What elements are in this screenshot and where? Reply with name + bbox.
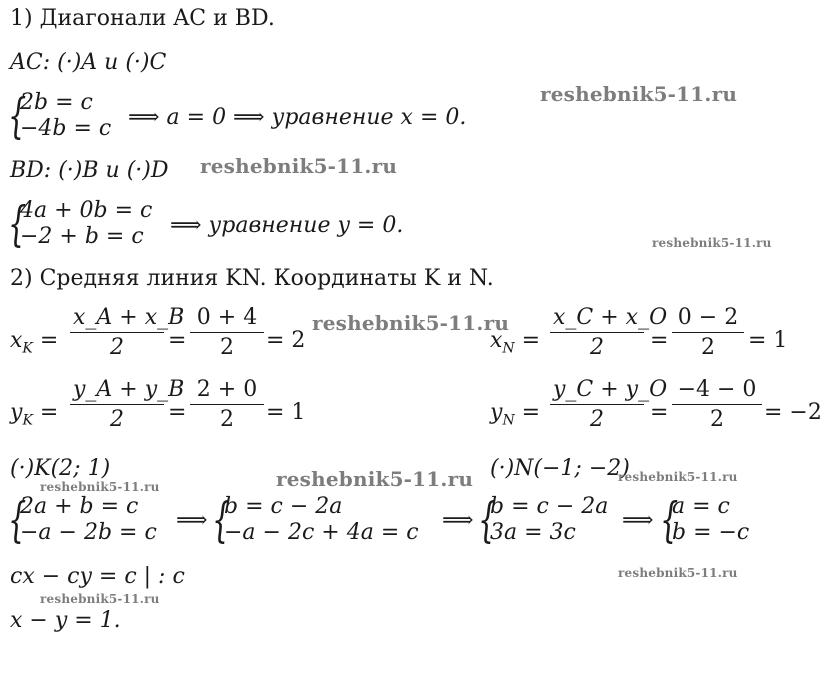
system-row: −a − 2b = c <box>20 520 157 545</box>
watermark: reshebnik5-11.ru <box>40 480 160 494</box>
system-row: −a − 2c + 4a = c <box>224 520 419 545</box>
brace-icon: { <box>8 196 27 252</box>
system-ac <box>8 88 138 144</box>
yk-label: $y_K$ = <box>10 400 59 429</box>
implies-arrow: ⟹ <box>622 508 654 533</box>
watermark: reshebnik5-11.ru <box>540 82 738 106</box>
equals: = <box>168 328 187 353</box>
system-row: 3a = 3c <box>490 520 576 545</box>
equals: = <box>650 400 669 425</box>
system-row: −2 + b = c <box>20 224 144 249</box>
section-1-heading: 1) Диагонали AC и BD. <box>10 6 275 31</box>
yn-fraction-values: −4 − 0 2 <box>672 379 762 431</box>
bd-result-line: ⟹ уравнение y = 0. <box>170 213 404 238</box>
yk-fraction-values: 2 + 0 2 <box>190 379 264 431</box>
system-kn-3 <box>478 492 618 548</box>
brace-icon: { <box>660 492 679 548</box>
system-bd <box>8 196 168 252</box>
final-equation: x − y = 1. <box>10 608 121 633</box>
system-row: b = c − 2a <box>490 494 609 519</box>
watermark: reshebnik5-11.ru <box>618 566 738 580</box>
system-row: b = c − 2a <box>224 494 343 519</box>
system-row: 4a + 0b = c <box>20 198 153 223</box>
xk-result: = 2 <box>266 328 306 353</box>
system-kn-4 <box>660 492 770 548</box>
ac-points-line: AC: (·)A и (·)C <box>10 50 167 75</box>
yn-result: = −2 <box>764 400 822 425</box>
system-row: a = c <box>672 494 730 519</box>
system-kn-1 <box>8 492 178 548</box>
watermark: reshebnik5-11.ru <box>40 592 160 606</box>
implies-arrow: ⟹ <box>442 508 474 533</box>
divide-line: cx − cy = c | : c <box>10 564 185 589</box>
yk-fraction: y_A + y_B 2 <box>70 379 164 431</box>
point-n: (·)N(−1; −2) <box>490 456 630 481</box>
xk-fraction: x_A + x_B 2 <box>70 307 164 359</box>
watermark: reshebnik5-11.ru <box>652 236 772 250</box>
system-row: 2b = c <box>20 90 93 115</box>
equals: = <box>650 328 669 353</box>
brace-icon: { <box>8 88 27 144</box>
system-kn-2 <box>212 492 442 548</box>
watermark: reshebnik5-11.ru <box>618 470 738 484</box>
xk-label: $x_K$ = <box>10 328 59 357</box>
point-k: (·)K(2; 1) <box>10 456 111 481</box>
xn-label: $x_N$ = <box>490 328 541 357</box>
implies-arrow: ⟹ <box>176 508 208 533</box>
watermark: reshebnik5-11.ru <box>312 311 510 335</box>
system-row: 2a + b = c <box>20 494 139 519</box>
xn-result: = 1 <box>748 328 788 353</box>
yn-label: $y_N$ = <box>490 400 541 429</box>
section-2-heading: 2) Средняя линия KN. Координаты K и N. <box>10 266 494 291</box>
system-row: −4b = c <box>20 116 112 141</box>
watermark: reshebnik5-11.ru <box>200 154 398 178</box>
brace-icon: { <box>478 492 497 548</box>
brace-icon: { <box>212 492 231 548</box>
ac-result-line: ⟹ a = 0 ⟹ уравнение x = 0. <box>128 105 467 130</box>
bd-points-line: BD: (·)B и (·)D <box>10 158 169 183</box>
yk-result: = 1 <box>266 400 306 425</box>
xk-fraction-values: 0 + 4 2 <box>190 307 264 359</box>
yn-fraction: y_C + y_O 2 <box>550 379 644 431</box>
equals: = <box>168 400 187 425</box>
xn-fraction: x_C + x_O 2 <box>550 307 644 359</box>
system-row: b = −c <box>672 520 750 545</box>
xn-fraction-values: 0 − 2 2 <box>672 307 744 359</box>
watermark: reshebnik5-11.ru <box>276 467 474 491</box>
brace-icon: { <box>8 492 27 548</box>
